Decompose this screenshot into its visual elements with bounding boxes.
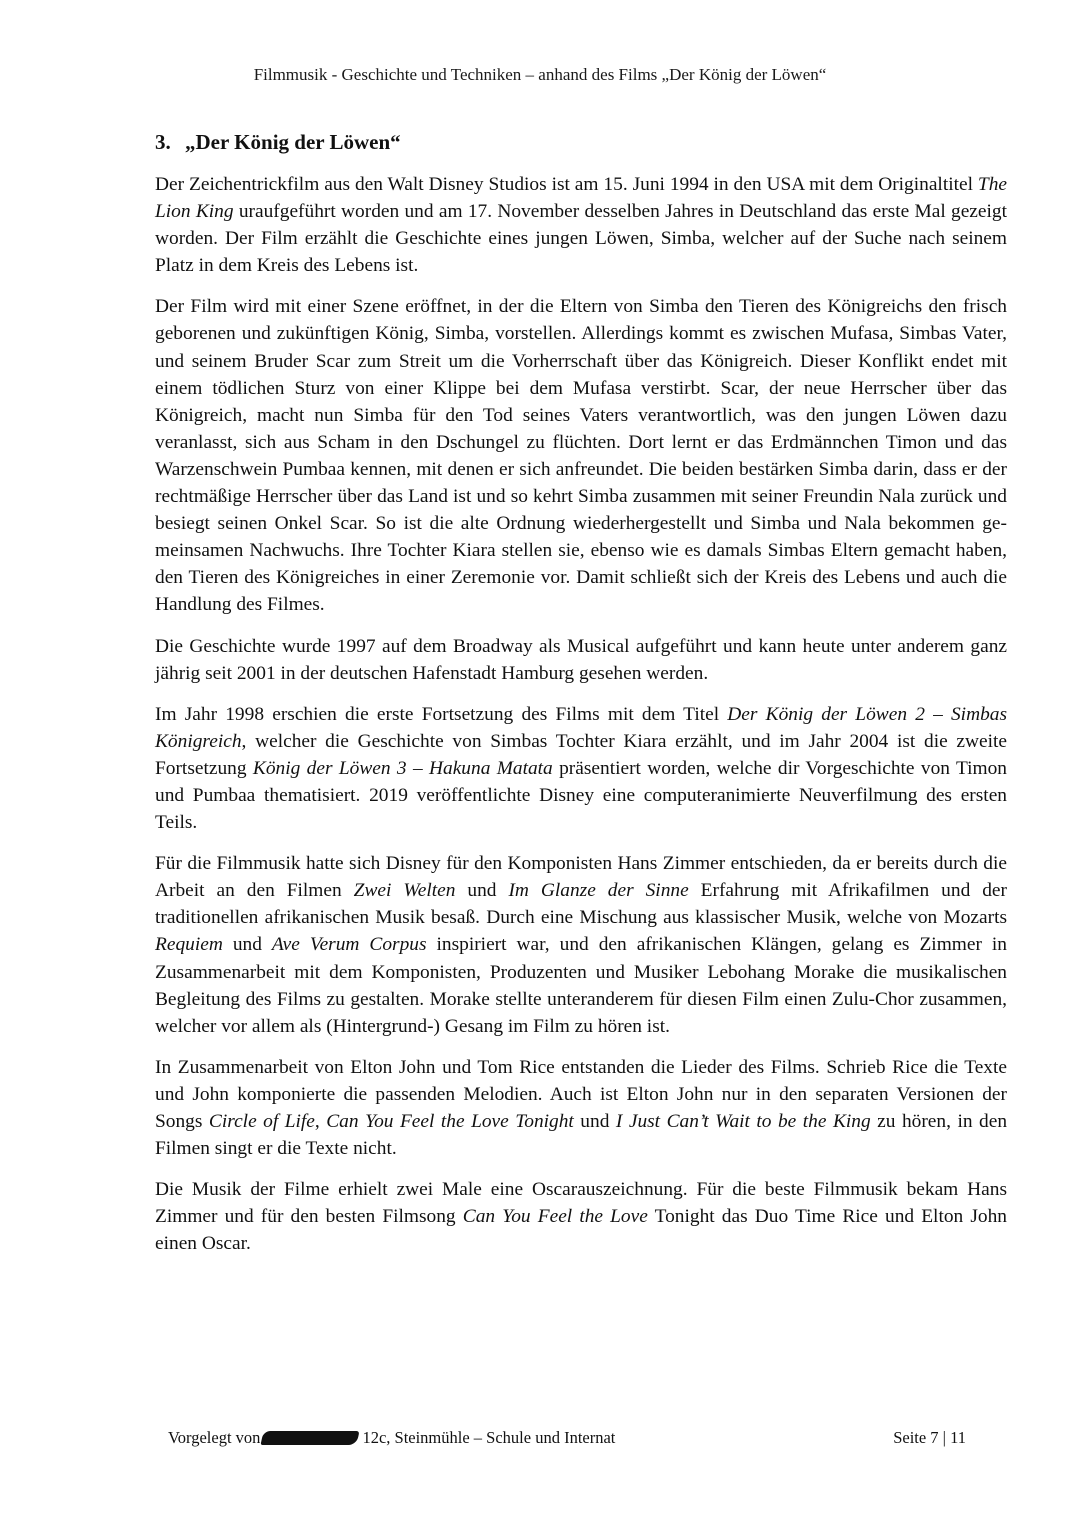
text-run: Der Film wird mit einer Szene eröffnet, in der die Eltern von Simba den Tieren des Königreichs den frisch geborenen und zukünftigen König, Simba, vorstellen. Allerdings kommt es zwischen Mufasa, Simbas Vater, und seinem Bruder Scar zum Streit um die Vorherrschaft über das Königreich. Dieser Konflikt endet mit einem tödlichen Sturz von einer Klippe bei dem Mufasa verstirbt. Scar, der neue Herrscher über das Königreich, macht nun Simba für den Tod seines Vaters verantwortlich, was den jungen Löwen dazu veranlasst, sich aus Scham in den Dschungel zu flüchten. Dort lernt er das Erdmännchen Timon und das Warzenschwein Pumbaa kennen, mit denen er sich anfreundet. Die beiden bestärken Simba darin, dass er der rechtmäßige Herrscher über das Land ist und so kehrt Simba zusammen mit seiner Freundin Nala zurück und besiegt seinen Onkel Scar. So ist die alte Ordnung wiederhergestellt und Simba und Nala bekommen gemeinsamen Nachwuchs. Ihre Tochter Kiara stellen sie, ebenso wie es damals Simbas Eltern gemacht haben, den Tieren des Königreiches in einer Zeremonie vor. Damit schließt sich der Kreis des Lebens und auch die Handlung des Filmes. (155, 296, 1007, 616)
text-run: Die Musik der Filme erhielt zwei Male eine Oscarauszeichnung. Für die beste Filmmusik bekam Hans Zimmer und für den besten Filmsong (155, 1179, 1007, 1228)
running-header: Filmmusik - Geschichte und Techniken – anhand des Films „Der König der Löwen“ (253, 65, 827, 84)
text-run: Im Jahr 1998 erschien die erste Fortsetzung des Films mit dem Titel (155, 703, 728, 725)
italic-title: Ave Verum Corpus (271, 934, 427, 956)
body-paragraph (155, 171, 1007, 279)
footer-class-school: 12c, Steinmühle – Schule und Internat (362, 1428, 616, 1447)
text-run: Der Zeichentrickfilm aus den Walt Disney Studios ist am 15. Juni 1994 in den USA mit dem Originaltitel (155, 174, 978, 195)
italic-title: Can You Feel the Love (462, 1206, 648, 1228)
redacted-name-scribble (261, 1431, 360, 1445)
body-paragraph (155, 1176, 1007, 1257)
body-text (155, 171, 1007, 1271)
italic-title: Circle of Life (208, 1111, 315, 1132)
section-heading (155, 128, 401, 156)
text-run: inspiriert war, und den afrikanischen Klängen, gelang es Zimmer in Zusammenarbeit mit dem Komponisten, Produzenten und Musiker Lebohang Morake die musikalischen Begleitung des Films zu gestalten. Morake stellte unteranderem für diesen Film einen Zulu-Chor zusammen, welcher vor allem als (Hintergrund-) Gesang im Film zu hören ist. (155, 934, 1007, 1037)
italic-title: Der König der Löwen 2 – Simbas Königreich (155, 703, 1008, 752)
italic-title: Requiem (155, 934, 223, 956)
text-run: Tonight das Duo Time Rice und Elton John einen Oscar. (155, 1206, 1007, 1255)
text-run: zu hören, in den Filmen singt er die Texte nicht. (155, 1111, 1008, 1160)
section-number: 3. (155, 130, 171, 154)
italic-title: I Just Can’t Wait to be the King (615, 1111, 871, 1132)
italic-title: Im Glanze der Sinne (508, 880, 689, 902)
text-run: präsentiert worden, welche dir Vorgeschichte von Timon und Pumbaa thematisiert. 2019 veröffentlichte Disney eine computeranimierte Neuverfilmung des ersten Teils. (155, 757, 1007, 834)
page-number: Seite 7 | 11 (893, 1428, 966, 1447)
body-paragraph (155, 633, 1007, 687)
footer-submitted-by (168, 1427, 615, 1449)
body-paragraph (155, 293, 1007, 618)
text-run: und (455, 880, 509, 902)
body-paragraph (155, 701, 1007, 836)
italic-title: Can You Feel the Love Tonight (326, 1111, 574, 1132)
text-run: Die Geschichte wurde 1997 auf dem Broadway als Musical aufgeführt und kann heute unter anderem ganz jährig seit 2001 in der deutschen Hafenstadt Hamburg gesehen werden. (155, 635, 1007, 684)
text-run: und (573, 1111, 616, 1132)
section-title: „Der König der Löwen“ (185, 130, 401, 154)
text-run: Erfahrung mit Afrikafilmen und der traditionellen afrikanischen Musik besaß. Durch eine Mischung aus klassischer Musik, welche von Mozarts (155, 880, 1007, 929)
text-run: In Zusammenarbeit von Elton John und Tom Rice entstanden die Lieder des Films. Schrieb Rice die Texte und John komponierte die passenden Melodien. Auch ist Elton John nur in den separaten Versionen der Songs (155, 1056, 1007, 1132)
text-run: Für die Filmmusik hatte sich Disney für den Komponisten Hans Zimmer entschieden, da er bereits durch die Arbeit an den Filmen (155, 853, 1007, 902)
text-run: uraufgeführt worden und am 17. November desselben Jahres in Deutschland das erste Mal gezeigt worden. Der Film erzählt die Geschichte eines jungen Löwen, Simba, welcher auf der Suche nach seinem Platz in dem Kreis des Lebens ist. (155, 201, 1007, 277)
footer-prefix: Vorgelegt von (168, 1428, 261, 1447)
text-run: , welcher die Geschichte von Simbas Tochter Kiara erzählt, und im Jahr 2004 ist die zweite Fortsetzung (155, 730, 1007, 779)
italic-title: The Lion King (155, 174, 1007, 223)
italic-title: Zwei Welten (353, 880, 456, 902)
text-run: und (222, 934, 272, 956)
text-run: , (314, 1111, 327, 1132)
body-paragraph (155, 850, 1007, 1040)
body-paragraph (155, 1054, 1007, 1162)
italic-title: König der Löwen 3 – Hakuna Matata (252, 757, 553, 779)
